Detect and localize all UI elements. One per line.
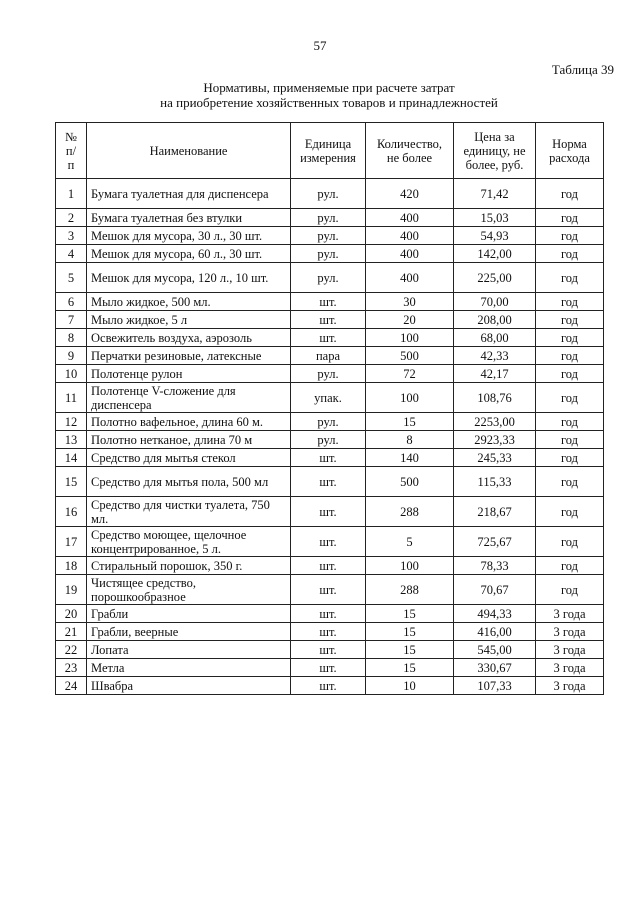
table-row (56, 431, 604, 449)
cell-norm: год (536, 179, 604, 209)
cell-quantity: 400 (366, 227, 454, 245)
cell-price: 54,93 (454, 227, 536, 245)
cell-unit: шт. (291, 641, 366, 659)
cell-norm: год (536, 527, 604, 557)
cell-item-name: Мешок для мусора, 30 л., 30 шт. (87, 227, 291, 245)
norms-table (55, 122, 604, 695)
cell-norm: 3 года (536, 659, 604, 677)
table-title-line-2: на приобретение хозяйственных товаров и принадлежностей (160, 95, 498, 110)
cell-price: 225,00 (454, 263, 536, 293)
cell-quantity: 20 (366, 311, 454, 329)
cell-price: 416,00 (454, 623, 536, 641)
cell-item-name: Мыло жидкое, 5 л (87, 311, 291, 329)
cell-item-name: Полотенце V-сложение для диспенсера (87, 383, 291, 413)
cell-price: 208,00 (454, 311, 536, 329)
cell-quantity: 500 (366, 467, 454, 497)
cell-norm: год (536, 413, 604, 431)
cell-item-name: Мешок для мусора, 60 л., 30 шт. (87, 245, 291, 263)
cell-norm: год (536, 497, 604, 527)
cell-quantity: 100 (366, 329, 454, 347)
cell-row-number: 6 (56, 293, 87, 311)
cell-row-number: 13 (56, 431, 87, 449)
cell-norm: год (536, 575, 604, 605)
cell-price: 78,33 (454, 557, 536, 575)
cell-quantity: 400 (366, 209, 454, 227)
cell-unit: шт. (291, 557, 366, 575)
cell-unit: шт. (291, 527, 366, 557)
table-row (56, 413, 604, 431)
cell-item-name: Швабра (87, 677, 291, 695)
cell-price: 494,33 (454, 605, 536, 623)
cell-row-number: 9 (56, 347, 87, 365)
table-row (56, 383, 604, 413)
cell-price: 245,33 (454, 449, 536, 467)
cell-unit: шт. (291, 311, 366, 329)
cell-unit: рул. (291, 227, 366, 245)
cell-unit: пара (291, 347, 366, 365)
cell-price: 2923,33 (454, 431, 536, 449)
table-title (55, 80, 603, 110)
cell-row-number: 24 (56, 677, 87, 695)
table-row (56, 623, 604, 641)
table-row (56, 497, 604, 527)
header-quantity: Количество, не более (366, 123, 454, 179)
cell-quantity: 500 (366, 347, 454, 365)
cell-row-number: 22 (56, 641, 87, 659)
cell-item-name: Перчатки резиновые, латексные (87, 347, 291, 365)
cell-row-number: 14 (56, 449, 87, 467)
table-row (56, 329, 604, 347)
cell-item-name: Грабли, веерные (87, 623, 291, 641)
cell-unit: рул. (291, 365, 366, 383)
table-row (56, 449, 604, 467)
cell-norm: год (536, 383, 604, 413)
cell-price: 545,00 (454, 641, 536, 659)
header-norm: Норма расхода (536, 123, 604, 179)
cell-item-name: Чистящее средство, порошкообразное (87, 575, 291, 605)
cell-price: 71,42 (454, 179, 536, 209)
cell-item-name: Полотно вафельное, длина 60 м. (87, 413, 291, 431)
cell-price: 42,33 (454, 347, 536, 365)
cell-item-name: Бумага туалетная для диспенсера (87, 179, 291, 209)
table-row (56, 245, 604, 263)
cell-price: 108,76 (454, 383, 536, 413)
cell-price: 15,03 (454, 209, 536, 227)
cell-unit: шт. (291, 449, 366, 467)
cell-item-name: Полотно нетканое, длина 70 м (87, 431, 291, 449)
cell-norm: год (536, 557, 604, 575)
cell-row-number: 7 (56, 311, 87, 329)
table-row (56, 209, 604, 227)
cell-quantity: 400 (366, 263, 454, 293)
cell-item-name: Стиральный порошок, 350 г. (87, 557, 291, 575)
table-row (56, 641, 604, 659)
cell-unit: рул. (291, 263, 366, 293)
cell-unit: шт. (291, 605, 366, 623)
cell-norm: год (536, 293, 604, 311)
cell-norm: год (536, 311, 604, 329)
cell-norm: год (536, 329, 604, 347)
cell-quantity: 15 (366, 413, 454, 431)
cell-price: 70,00 (454, 293, 536, 311)
cell-price: 218,67 (454, 497, 536, 527)
cell-row-number: 2 (56, 209, 87, 227)
cell-norm: 3 года (536, 605, 604, 623)
table-row (56, 293, 604, 311)
cell-quantity: 15 (366, 641, 454, 659)
cell-item-name: Бумага туалетная без втулки (87, 209, 291, 227)
table-row (56, 263, 604, 293)
cell-item-name: Грабли (87, 605, 291, 623)
cell-price: 330,67 (454, 659, 536, 677)
cell-norm: год (536, 227, 604, 245)
cell-row-number: 8 (56, 329, 87, 347)
table-label: Таблица 39 (551, 62, 614, 77)
cell-quantity: 15 (366, 605, 454, 623)
cell-unit: шт. (291, 659, 366, 677)
cell-quantity: 30 (366, 293, 454, 311)
cell-norm: 3 года (536, 641, 604, 659)
cell-unit: рул. (291, 245, 366, 263)
cell-price: 142,00 (454, 245, 536, 263)
cell-row-number: 12 (56, 413, 87, 431)
cell-row-number: 3 (56, 227, 87, 245)
cell-quantity: 288 (366, 497, 454, 527)
table-row (56, 179, 604, 209)
cell-norm: год (536, 263, 604, 293)
table-row (56, 557, 604, 575)
cell-quantity: 5 (366, 527, 454, 557)
cell-price: 68,00 (454, 329, 536, 347)
table-row (56, 347, 604, 365)
cell-quantity: 400 (366, 245, 454, 263)
cell-quantity: 140 (366, 449, 454, 467)
cell-unit: шт. (291, 623, 366, 641)
cell-item-name: Мыло жидкое, 500 мл. (87, 293, 291, 311)
cell-row-number: 1 (56, 179, 87, 209)
table-row (56, 575, 604, 605)
cell-quantity: 8 (366, 431, 454, 449)
cell-norm: год (536, 467, 604, 497)
cell-quantity: 288 (366, 575, 454, 605)
table-header-row (56, 123, 604, 179)
page-number: 57 (313, 38, 327, 53)
cell-norm: 3 года (536, 623, 604, 641)
cell-unit: упак. (291, 383, 366, 413)
cell-quantity: 100 (366, 383, 454, 413)
table-body (56, 179, 604, 695)
cell-row-number: 17 (56, 527, 87, 557)
cell-price: 2253,00 (454, 413, 536, 431)
table-row (56, 527, 604, 557)
cell-row-number: 11 (56, 383, 87, 413)
table-row (56, 467, 604, 497)
cell-row-number: 19 (56, 575, 87, 605)
cell-norm: 3 года (536, 677, 604, 695)
cell-item-name: Мешок для мусора, 120 л., 10 шт. (87, 263, 291, 293)
cell-item-name: Освежитель воздуха, аэрозоль (87, 329, 291, 347)
cell-item-name: Средство для мытья пола, 500 мл (87, 467, 291, 497)
cell-row-number: 21 (56, 623, 87, 641)
table-row (56, 311, 604, 329)
header-unit: Единица измерения (291, 123, 366, 179)
cell-item-name: Средство для мытья стекол (87, 449, 291, 467)
cell-unit: шт. (291, 677, 366, 695)
table-row (56, 677, 604, 695)
cell-row-number: 10 (56, 365, 87, 383)
cell-unit: рул. (291, 179, 366, 209)
cell-price: 115,33 (454, 467, 536, 497)
cell-quantity: 15 (366, 659, 454, 677)
cell-item-name: Средство моющее, щелочное концентрированное, 5 л. (87, 527, 291, 557)
header-number: № п/ п (56, 123, 87, 179)
table-row (56, 365, 604, 383)
cell-unit: рул. (291, 413, 366, 431)
cell-price: 725,67 (454, 527, 536, 557)
table-title-line-1: Нормативы, применяемые при расчете затрат (203, 80, 455, 95)
cell-price: 42,17 (454, 365, 536, 383)
cell-item-name: Метла (87, 659, 291, 677)
cell-norm: год (536, 365, 604, 383)
cell-norm: год (536, 209, 604, 227)
table-row (56, 227, 604, 245)
cell-unit: шт. (291, 575, 366, 605)
cell-row-number: 16 (56, 497, 87, 527)
cell-quantity: 10 (366, 677, 454, 695)
table-row (56, 659, 604, 677)
cell-unit: шт. (291, 293, 366, 311)
cell-unit: шт. (291, 497, 366, 527)
cell-unit: рул. (291, 209, 366, 227)
cell-norm: год (536, 449, 604, 467)
cell-quantity: 72 (366, 365, 454, 383)
cell-row-number: 4 (56, 245, 87, 263)
cell-row-number: 20 (56, 605, 87, 623)
cell-row-number: 15 (56, 467, 87, 497)
cell-norm: год (536, 347, 604, 365)
cell-quantity: 420 (366, 179, 454, 209)
cell-price: 107,33 (454, 677, 536, 695)
cell-norm: год (536, 431, 604, 449)
cell-item-name: Полотенце рулон (87, 365, 291, 383)
cell-row-number: 23 (56, 659, 87, 677)
header-price: Цена за единицу, не более, руб. (454, 123, 536, 179)
cell-unit: шт. (291, 329, 366, 347)
cell-item-name: Средство для чистки туалета, 750 мл. (87, 497, 291, 527)
cell-row-number: 18 (56, 557, 87, 575)
header-name: Наименование (87, 123, 291, 179)
cell-row-number: 5 (56, 263, 87, 293)
cell-unit: шт. (291, 467, 366, 497)
cell-norm: год (536, 245, 604, 263)
cell-quantity: 100 (366, 557, 454, 575)
cell-unit: рул. (291, 431, 366, 449)
cell-quantity: 15 (366, 623, 454, 641)
table-row (56, 605, 604, 623)
cell-item-name: Лопата (87, 641, 291, 659)
cell-price: 70,67 (454, 575, 536, 605)
